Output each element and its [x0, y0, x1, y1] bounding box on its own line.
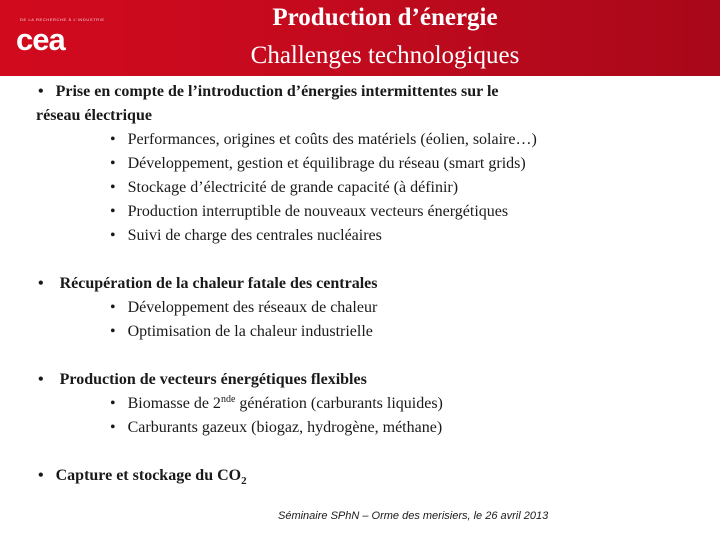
bullet-icon: • — [110, 227, 116, 244]
bullet-icon: • — [110, 131, 116, 148]
bullet-icon: • — [38, 467, 44, 484]
bullet-icon: • — [110, 395, 116, 412]
section-1-item — [110, 226, 382, 246]
item-text: Biomasse de 2 — [127, 395, 221, 412]
section-1-item — [110, 130, 537, 150]
item-text: Suivi de charge des centrales nucléaires — [127, 227, 382, 244]
bullet-icon: • — [38, 275, 44, 292]
bullet-icon: • — [38, 371, 44, 388]
bullet-icon: • — [110, 299, 116, 316]
heading-text: Capture et stockage du CO — [55, 467, 242, 484]
footer-text: Séminaire SPhN – Orme des merisiers, le 26 avril 2013 — [278, 510, 549, 522]
heading-text: Production de vecteurs énergétiques flexibles — [59, 371, 367, 388]
section-2-heading — [38, 274, 377, 294]
bullet-icon: • — [38, 83, 44, 100]
slide-subtitle: Challenges technologiques — [250, 42, 520, 69]
bullet-icon: • — [110, 155, 116, 172]
cea-logo: cea — [16, 22, 65, 57]
section-1-item — [110, 178, 458, 198]
slide-title: Production d’énergie — [272, 4, 498, 31]
section-2-item — [110, 298, 377, 318]
section-3-item — [110, 418, 442, 438]
section-2-item — [110, 322, 373, 342]
section-3-heading — [38, 370, 367, 390]
subscript: 2 — [241, 475, 247, 487]
item-text: Stockage d’électricité de grande capacité (à définir) — [127, 179, 459, 196]
bullet-icon: • — [110, 323, 116, 340]
logo-tagline: DE LA RECHERCHE À L'INDUSTRIE — [20, 17, 105, 22]
item-text: Développement, gestion et équilibrage du réseau (smart grids) — [127, 155, 526, 172]
bullet-icon: • — [110, 419, 116, 436]
section-1-item — [110, 154, 526, 174]
superscript: nde — [220, 394, 236, 405]
item-text: Production interruptible de nouveaux vecteurs énergétiques — [127, 203, 509, 220]
section-4-heading — [38, 466, 247, 487]
heading-text: Récupération de la chaleur fatale des centrales — [59, 275, 378, 292]
item-text: génération (carburants liquides) — [235, 395, 443, 412]
bullet-icon: • — [110, 179, 116, 196]
item-text: Optimisation de la chaleur industrielle — [127, 323, 373, 340]
item-text: Performances, origines et coûts des matériels (éolien, solaire…) — [127, 131, 537, 148]
bullet-icon: • — [110, 203, 116, 220]
section-1-heading — [38, 82, 499, 102]
section-1-item — [110, 202, 508, 222]
section-3-item — [110, 394, 443, 416]
section-1-heading-line1: Prise en compte de l’introduction d’énergies intermittentes sur le — [55, 83, 499, 100]
item-text: Carburants gazeux (biogaz, hydrogène, méthane) — [127, 419, 443, 436]
item-text: Développement des réseaux de chaleur — [127, 299, 378, 316]
section-1-heading-line2: réseau électrique — [36, 107, 152, 124]
